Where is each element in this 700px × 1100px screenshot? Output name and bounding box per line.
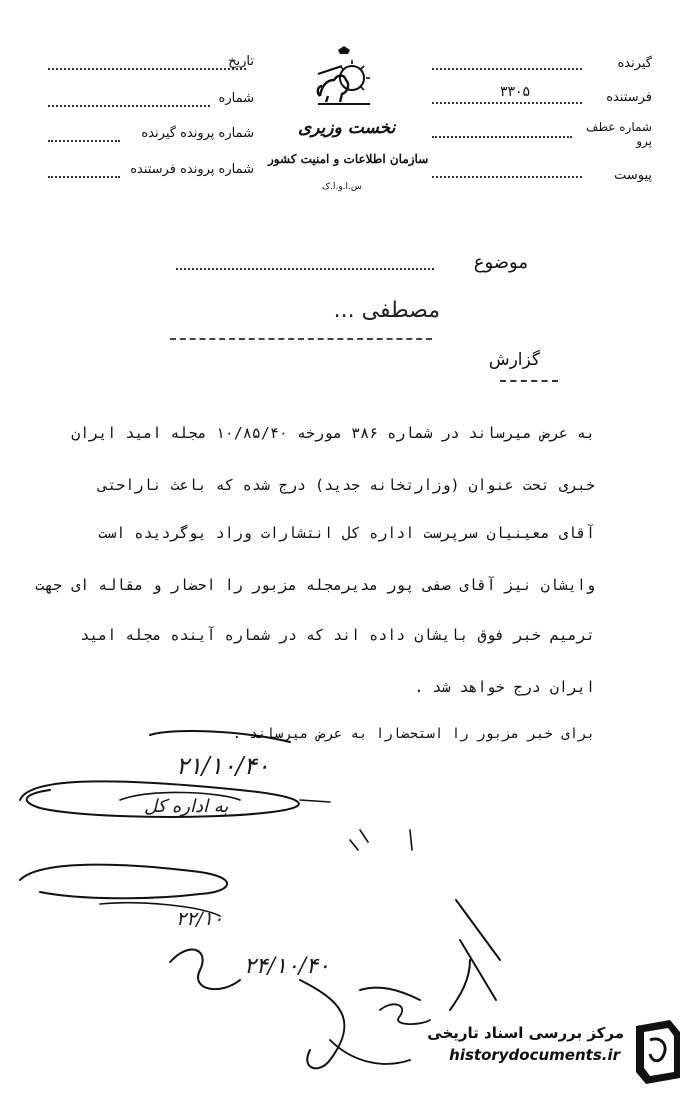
report-label: گزارش bbox=[488, 350, 540, 370]
closing-line: برای خبر مزبور را استحضارا به عرض میرساند . bbox=[232, 726, 595, 742]
handwritten-date: ۲۱/۱۰/۴۰ bbox=[176, 752, 270, 780]
sender-value: ۳۳۰۵ bbox=[500, 84, 531, 100]
date-label: تاریخ bbox=[228, 54, 254, 69]
body-line: به عرض میرساند در شماره ۳۸۶ مورخه ۱۰/۸۵/۴۰ مجله امید ایران bbox=[71, 424, 595, 442]
body-line: آقای معینیان سرپرست اداره کل انتشارات وراد یوگردیده است bbox=[98, 524, 595, 542]
watermark-archive-name: مرکز بررسی اسناد تاریخی bbox=[427, 1024, 624, 1042]
receiver-label: گیرنده bbox=[617, 56, 652, 71]
body-line: ایران درج خواهد شد . bbox=[414, 678, 595, 696]
subject-text: مصطفی ... bbox=[333, 298, 440, 323]
handwritten-note: ۲۲/۱۰ bbox=[176, 908, 224, 930]
emblem-code: س.ا.و.ا.ک bbox=[322, 182, 362, 192]
receiver-file-number-label: شماره پرونده گیرنده bbox=[141, 126, 254, 141]
handwritten-note: به اداره کل bbox=[144, 796, 229, 817]
body-line: وایشان نیز آقای صفی پور مدیرمجله مزبور را احضار و مقاله ای جهت bbox=[35, 576, 595, 594]
sender-file-number-label: شماره پرونده فرستنده bbox=[130, 162, 254, 177]
body-line: خبری تحت عنوان (وزارتخانه جدید) درج شده که باعث ناراحتی bbox=[98, 476, 595, 494]
watermark-url: historydocuments.ir bbox=[449, 1046, 620, 1064]
emblem-title: نخست وزیری bbox=[298, 118, 396, 138]
archive-logo-icon bbox=[630, 1018, 686, 1086]
subject-label: موضوع bbox=[473, 252, 528, 273]
handwritten-date: ۲۴/۱۰/۴۰ bbox=[244, 954, 330, 979]
sender-label: فرستنده bbox=[606, 90, 652, 105]
reference-number-label: شماره عطف پرو bbox=[586, 120, 652, 148]
body-line: ترمیم خبر فوق بایشان داده اند که در شماره آینده مجله امید bbox=[80, 626, 595, 644]
number-label: شماره bbox=[218, 91, 254, 106]
emblem-organization: سازمان اطلاعات و امنیت کشور bbox=[268, 152, 429, 166]
attachment-label: پیوست bbox=[614, 168, 652, 183]
